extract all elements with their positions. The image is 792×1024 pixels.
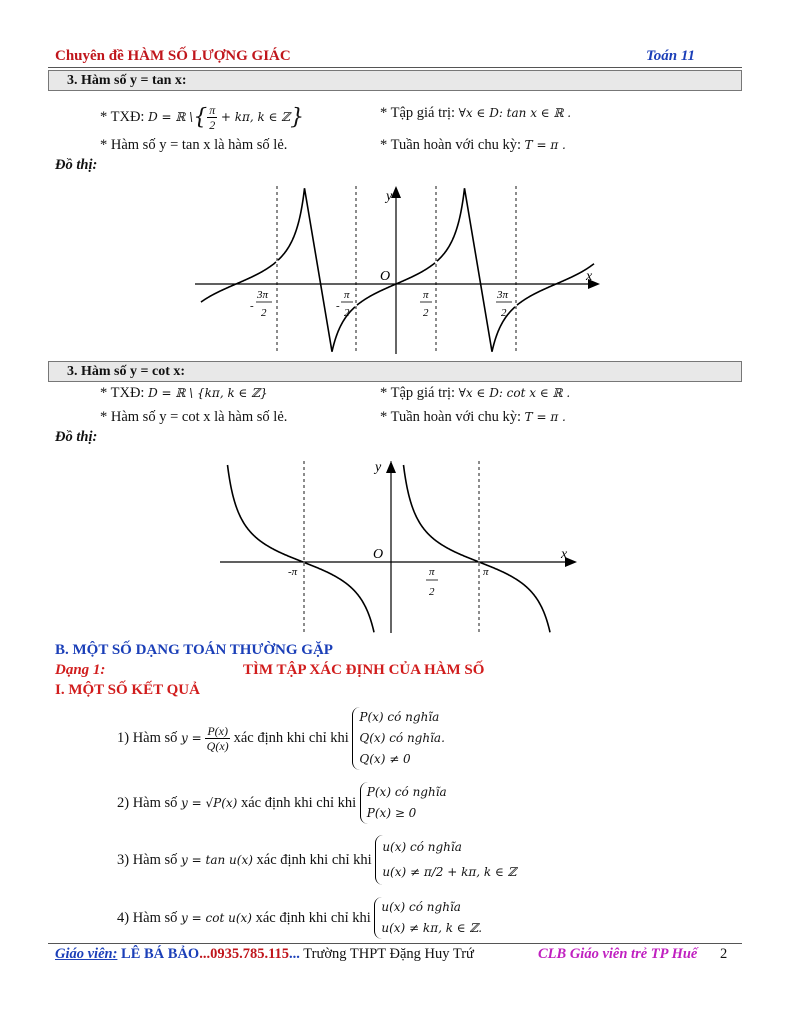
result-1-fraction: $\frac{P(x)}{Q(x)}$	[206, 723, 229, 753]
footer-divider	[48, 943, 742, 944]
cot-curve-branch-2	[305, 563, 374, 633]
result-3-cond-1: u(x) có nghĩa	[382, 840, 462, 854]
cot-curves	[228, 465, 551, 632]
result-3-prefix: 3) Hàm số	[117, 851, 178, 868]
dang1-label: Dạng 1:	[55, 662, 106, 678]
result-4-cond-2: u(x) ≠ kπ, k ∈ ℤ.	[381, 921, 483, 935]
tan-parity: * Hàm số y = tan x là hàm số lẻ.	[100, 137, 288, 153]
result-4-prefix: 4) Hàm số	[117, 909, 178, 926]
cot-domain-expr: D = ℝ \ {kπ, k ∈ ℤ}	[148, 386, 268, 400]
cot-curve-branch-3	[404, 465, 479, 562]
tan-domain-expr-a: D = ℝ \	[148, 109, 194, 124]
tan-tick-4-num: 3π	[497, 289, 509, 301]
tan-y-label: y	[386, 189, 393, 204]
result-1	[117, 703, 445, 773]
result-2-conditions	[360, 782, 447, 824]
tan-domain-fraction: $\frac{\pi}{2}$	[209, 103, 216, 132]
header-subject: Toán 11	[645, 48, 695, 64]
tan-tick-2-sign: -	[336, 300, 340, 312]
cot-tick-half-den: 2	[429, 586, 435, 598]
tan-period-expr: T = π .	[524, 138, 566, 152]
tan-range-label: * Tập giá trị:	[380, 105, 456, 121]
cot-graph	[215, 455, 585, 635]
result-3-conditions	[375, 835, 516, 885]
result-3-middle: xác định khi chỉ khi	[256, 851, 372, 868]
tan-tick-3-num: π	[423, 289, 429, 301]
result-2-cond-1: P(x) có nghĩa	[366, 785, 447, 799]
cot-tick-half-num: π	[429, 566, 435, 578]
tan-range-expr: ∀x ∈ D: tan x ∈ ℝ .	[458, 106, 572, 120]
footer-school: Trường THPT Đặng Huy Trứ	[303, 946, 474, 962]
results-title: I. MỘT SỐ KẾT QUẢ	[55, 682, 200, 698]
cot-graph-label: Đồ thị:	[55, 429, 98, 445]
cot-curve-branch-4	[480, 562, 550, 632]
tan-x-label: x	[586, 269, 593, 284]
cot-curve-branch-1	[228, 465, 304, 562]
tan-period	[380, 137, 566, 154]
result-4-middle: xác định khi chỉ khi	[255, 909, 371, 926]
cot-tick-pi: π	[483, 566, 489, 578]
result-4-cond-1: u(x) có nghĩa	[381, 900, 461, 914]
tan-curve-branch-4	[437, 188, 515, 352]
tan-tick-labels	[250, 289, 512, 319]
tan-graph-label: Đồ thị:	[55, 157, 98, 173]
tan-domain	[100, 103, 304, 132]
result-2-formula: y = √P(x)	[181, 796, 238, 810]
tan-domain-expr-b: + kπ, k ∈ ℤ	[220, 109, 291, 124]
footer-phone: 0935.785.115	[210, 946, 290, 962]
cot-domain-label: * TXĐ:	[100, 385, 145, 401]
result-3	[117, 832, 516, 888]
cot-range-label: * Tập giá trị:	[380, 385, 456, 401]
result-4	[117, 895, 482, 941]
result-1-formula-a: y =	[181, 731, 202, 745]
tan-tick-2-num: π	[344, 289, 350, 301]
cot-period-expr: T = π .	[524, 410, 566, 424]
cot-domain	[100, 385, 268, 402]
tan-tick-1-sign: -	[250, 300, 254, 312]
footer-teacher-label: Giáo viên:	[55, 946, 118, 962]
result-2-cond-2: P(x) ≥ 0	[366, 806, 417, 820]
result-1-cond-3: Q(x) ≠ 0	[359, 751, 411, 766]
footer-dots-1: ...	[199, 946, 211, 962]
result-4-conditions	[374, 897, 482, 939]
tan-range	[380, 105, 571, 122]
tan-tick-2-den: 2	[344, 307, 350, 319]
tan-left-brace: {	[193, 105, 208, 130]
footer-page-number: 2	[720, 946, 728, 962]
footer	[55, 946, 474, 963]
cot-period	[380, 409, 566, 426]
header-title: Chuyên đề HÀM SỐ LƯỢNG GIÁC	[55, 48, 291, 64]
cot-origin-label: O	[373, 547, 384, 562]
tan-period-label: * Tuần hoàn với chu kỳ:	[380, 137, 521, 153]
result-1-prefix: 1) Hàm số	[117, 729, 178, 746]
cot-x-label: x	[561, 547, 568, 562]
cot-y-label: y	[375, 460, 382, 475]
tan-curve-branch-2	[278, 188, 355, 352]
result-4-formula: y = cot u(x)	[181, 911, 252, 925]
result-3-formula: y = tan u(x)	[181, 853, 253, 867]
result-2	[117, 780, 447, 826]
tan-graph	[190, 180, 610, 356]
dang1-title: TÌM TẬP XÁC ĐỊNH CỦA HÀM SỐ	[243, 662, 485, 678]
footer-club: CLB Giáo viên trẻ TP Huế	[538, 946, 698, 962]
section-b-title: B. MỘT SỐ DẠNG TOÁN THƯỜNG GẶP	[55, 642, 333, 658]
tan-tick-1-num: 3π	[257, 289, 269, 301]
cot-tick-labels	[288, 566, 489, 598]
tan-y-arrow-icon	[391, 186, 401, 198]
tan-section-heading: 3. Hàm số y = tan x:	[48, 70, 742, 91]
tan-tick-3-den: 2	[423, 307, 429, 319]
cot-parity: * Hàm số y = cot x là hàm số lẻ.	[100, 409, 288, 425]
result-1-middle: xác định khi chỉ khi	[233, 729, 349, 746]
result-3-cond-2: u(x) ≠ π/2 + kπ, k ∈ ℤ	[382, 865, 517, 879]
cot-period-label: * Tuần hoàn với chu kỳ:	[380, 409, 521, 425]
result-1-conditions	[352, 707, 445, 770]
result-1-cond-1: P(x) có nghĩa	[359, 709, 440, 724]
tan-curves	[201, 188, 594, 352]
result-2-middle: xác định khi chỉ khi	[241, 794, 357, 811]
result-2-prefix: 2) Hàm số	[117, 794, 178, 811]
header-divider	[48, 67, 742, 68]
cot-range-expr: ∀x ∈ D: cot x ∈ ℝ .	[458, 386, 571, 400]
cot-range	[380, 385, 570, 402]
result-1-cond-2: Q(x) có nghĩa.	[359, 730, 445, 745]
cot-section-heading: 3. Hàm số y = cot x:	[48, 361, 742, 382]
footer-dots-2: ...	[289, 946, 300, 962]
footer-teacher-name: LÊ BÁ BẢO	[121, 946, 200, 962]
tan-domain-label: * TXĐ:	[100, 108, 145, 125]
tan-tick-1-den: 2	[261, 307, 267, 319]
tan-tick-4-den: 2	[501, 307, 507, 319]
tan-right-brace: }	[290, 105, 305, 130]
tan-origin-label: O	[380, 269, 391, 284]
cot-tick-neg-pi: -π	[288, 566, 298, 578]
